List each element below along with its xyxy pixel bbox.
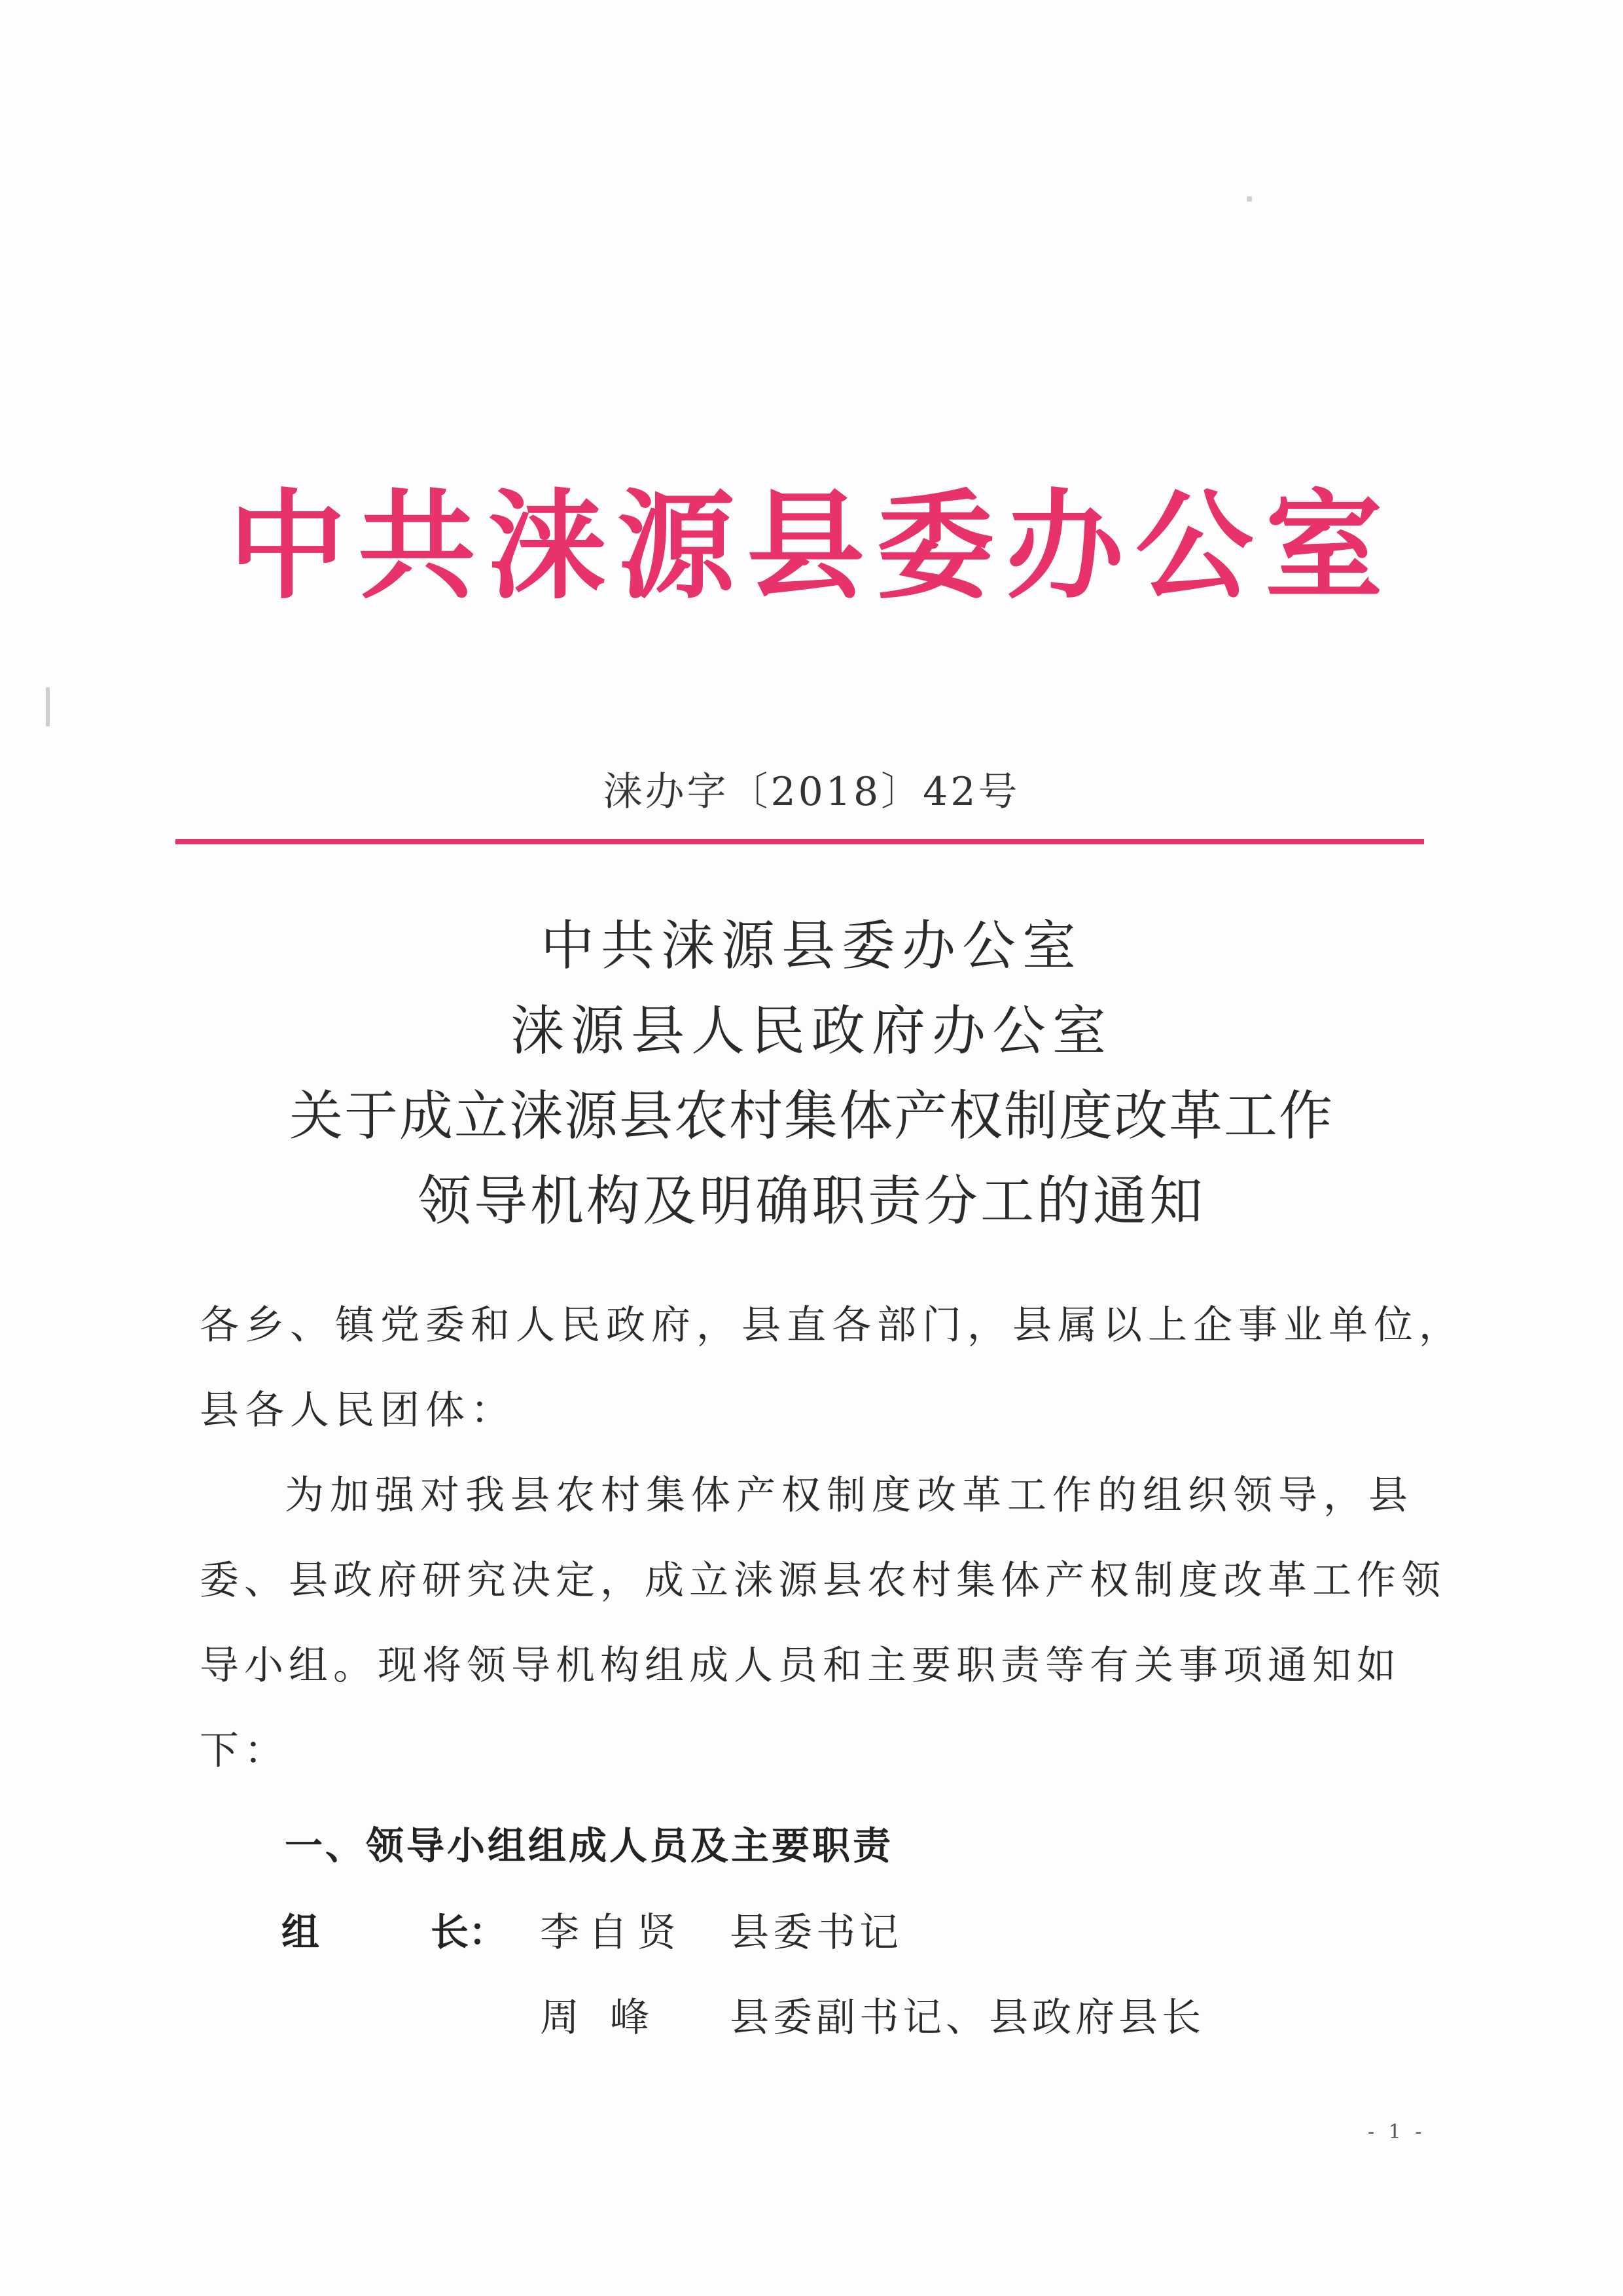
member-name: 李自贤 <box>540 1910 685 1956</box>
addressee-line-1: 各乡、镇党委和人民政府，县直各部门，县属以上企事业单位， <box>200 1302 1464 1348</box>
body-paragraph-line-3: 导小组。现将领导机构组成人员和主要职责等有关事项通知如 <box>200 1643 1401 1689</box>
body-paragraph-line-2: 委、县政府研究决定，成立涞源县农村集体产权制度改革工作领 <box>200 1558 1446 1604</box>
body-paragraph-line-4: 下： <box>200 1728 289 1774</box>
title-line-4: 领导机构及明确职责分工的通知 <box>417 1170 1205 1232</box>
page-number: - 1 - <box>1368 2121 1426 2144</box>
document-number: 涞办字〔2018〕42号 <box>603 769 1020 815</box>
addressee-line-2: 县各人民团体： <box>200 1388 516 1433</box>
member-title: 县委副书记、县政府县长 <box>730 1995 1205 2041</box>
scan-artifact <box>46 687 50 726</box>
member-title: 县委书记 <box>730 1910 903 1956</box>
role-label-group-leader <box>281 1901 507 1956</box>
member-row <box>540 1901 902 1958</box>
scan-artifact <box>1247 196 1252 202</box>
title-line-3: 关于成立涞源县农村集体产权制度改革工作 <box>289 1085 1334 1147</box>
title-line-2: 涞源县人民政府办公室 <box>510 1000 1113 1062</box>
member-row <box>540 1986 1205 2043</box>
red-separator-line <box>175 839 1424 844</box>
member-name: 周 峰 <box>540 1995 659 2041</box>
body-paragraph-line-1: 为加强对我县农村集体产权制度改革工作的组织领导，县 <box>285 1473 1414 1518</box>
role-label-char-1: 组 <box>281 1910 320 1954</box>
title-line-1: 中共涞源县委办公室 <box>540 915 1082 977</box>
issuing-organ-header: 中共涞源县委办公室 <box>228 477 1395 615</box>
role-label-char-2: 长： <box>431 1910 507 1954</box>
section-heading: 一、领导小组组成人员及主要职责 <box>285 1823 894 1868</box>
